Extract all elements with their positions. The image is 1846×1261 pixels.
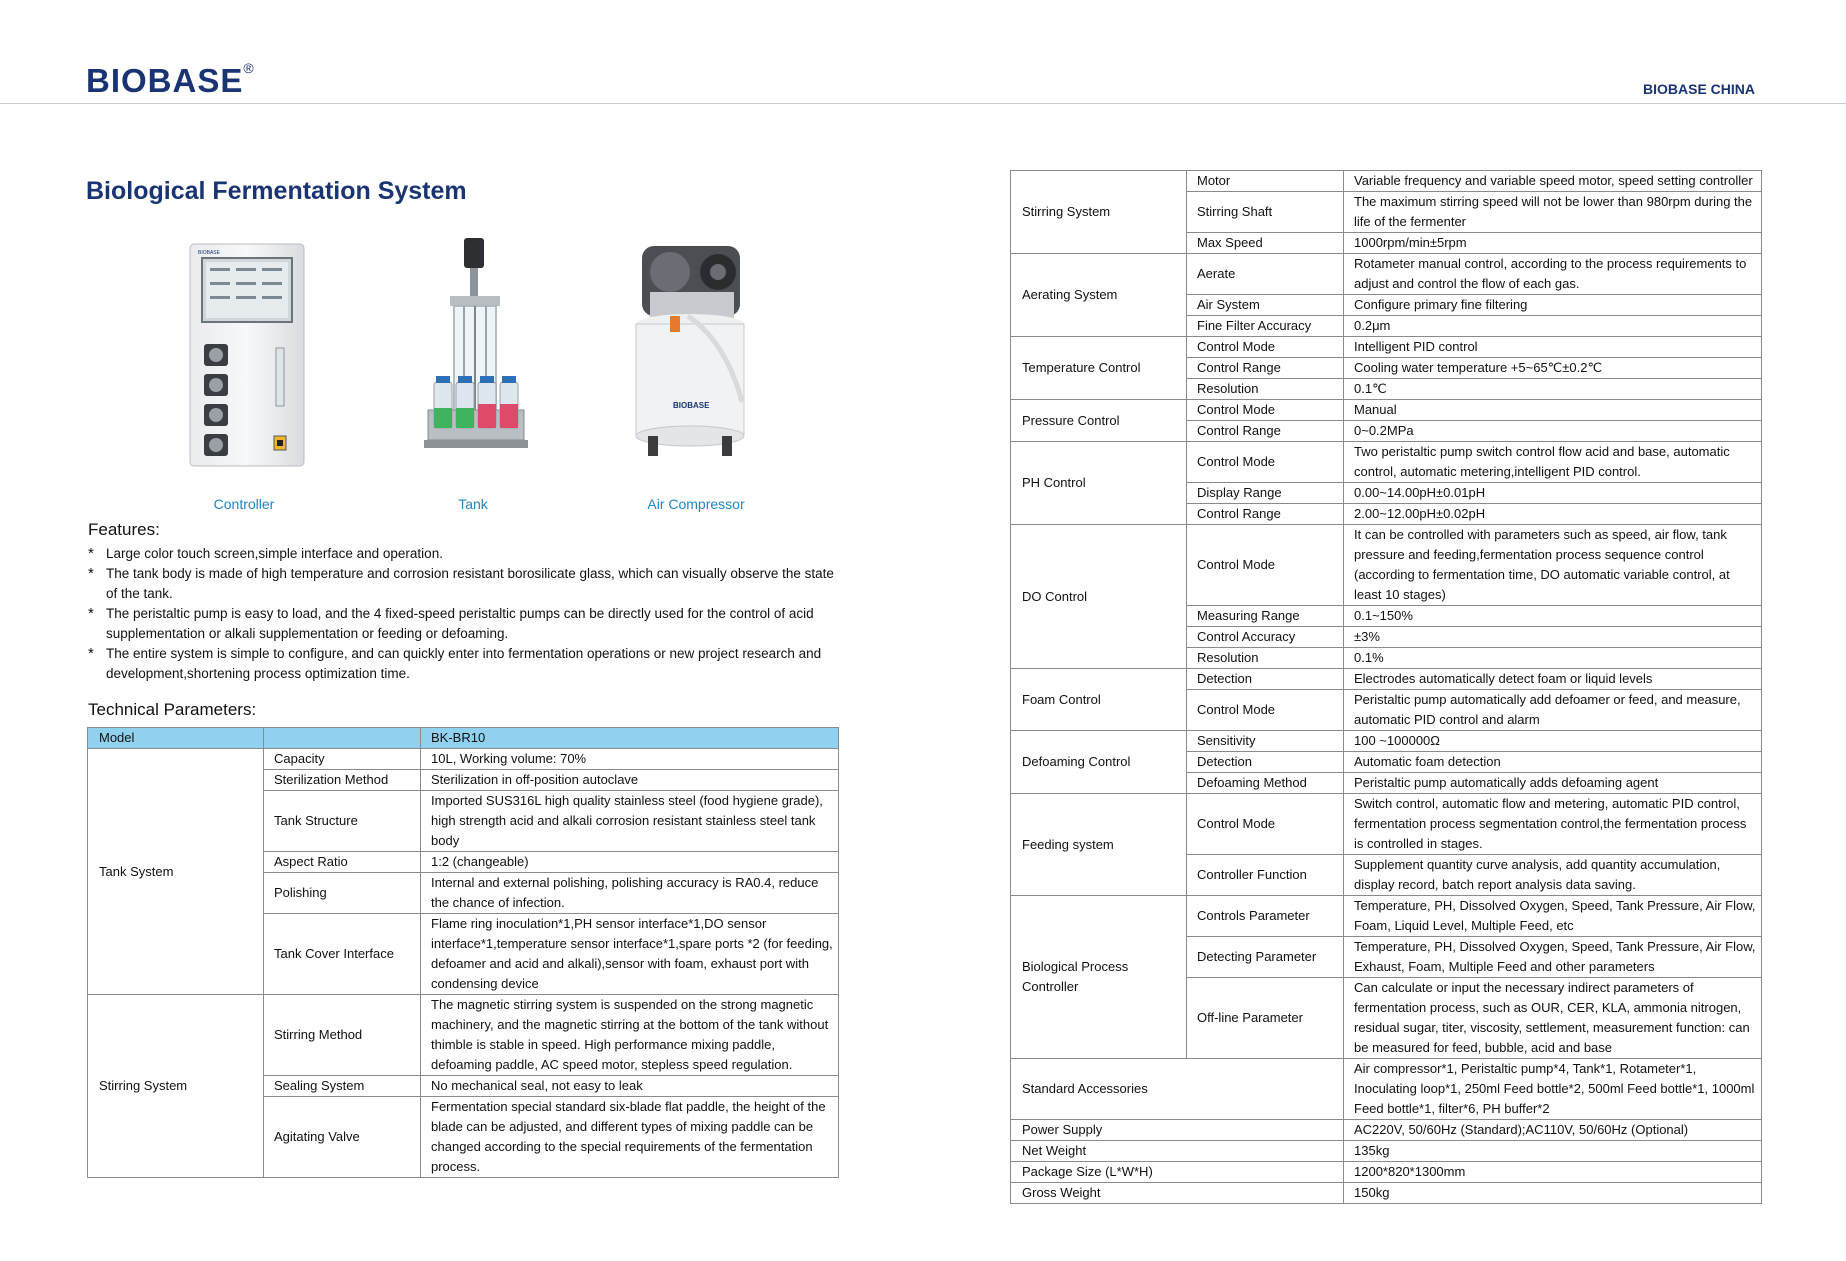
spec-value: Temperature, PH, Dissolved Oxygen, Speed, Tank Pressure, Air Flow, Foam, Liquid Level, Multiple Feed, etc xyxy=(1344,896,1762,937)
spec-param: Detection xyxy=(1187,669,1344,690)
spec-param: Control Mode xyxy=(1187,690,1344,731)
spec-param: Motor xyxy=(1187,171,1344,192)
spec-row xyxy=(1011,1120,1762,1141)
spec-value: The maximum stirring speed will not be lower than 980rpm during the life of the fermenter xyxy=(1344,192,1762,233)
spec-value: The magnetic stirring system is suspended on the strong magnetic machinery, and the magnetic stirring at the bottom of the tank without thimble is stable in speed. High performance mixing paddle, defoaming paddle, AC speed motor, stepless speed regulation. xyxy=(421,995,839,1076)
spec-param: Stirring Method xyxy=(264,995,421,1076)
spec-row xyxy=(1011,1059,1762,1120)
spec-param: Standard Accessories xyxy=(1011,1059,1344,1120)
compressor-logo-text: BIOBASE xyxy=(673,401,710,410)
features-list xyxy=(88,544,848,684)
spec-value: Fermentation special standard six-blade flat paddle, the height of the blade can be adjusted, and different types of mixing paddle can be changed according to the special requirements of the fermentation process. xyxy=(421,1097,839,1178)
spec-param: Aspect Ratio xyxy=(264,852,421,873)
caption-controller: Controller xyxy=(213,496,275,512)
spec-group: Temperature Control xyxy=(1011,337,1187,400)
features-heading: Features: xyxy=(88,520,160,539)
spec-value: 0.2μm xyxy=(1344,316,1762,337)
spec-param: Detecting Parameter xyxy=(1187,937,1344,978)
spec-param: Gross Weight xyxy=(1011,1183,1344,1204)
spec-row xyxy=(1011,442,1762,483)
spec-value: 1200*820*1300mm xyxy=(1344,1162,1762,1183)
spec-group: Foam Control xyxy=(1011,669,1187,731)
spec-param: Control Range xyxy=(1187,504,1344,525)
spec-value: 0.1~150% xyxy=(1344,606,1762,627)
spec-value: Manual xyxy=(1344,400,1762,421)
spec-param: Control Mode xyxy=(1187,794,1344,855)
spec-value: Air compressor*1, Peristaltic pump*4, Tank*1, Rotameter*1, Inoculating loop*1, 250ml Feed bottle*2, 500ml Feed bottle*1, 1000ml Feed bottle*1, filter*6, PH buffer*2 xyxy=(1344,1059,1762,1120)
spec-group: Feeding system xyxy=(1011,794,1187,896)
spec-row xyxy=(1011,400,1762,421)
spec-group: Aerating System xyxy=(1011,254,1187,337)
spec-param: Detection xyxy=(1187,752,1344,773)
spec-group: Stirring System xyxy=(88,995,264,1178)
spec-param: Power Supply xyxy=(1011,1120,1344,1141)
registered-mark: ® xyxy=(243,60,255,76)
spec-param: Control Mode xyxy=(1187,442,1344,483)
spec-value: Imported SUS316L high quality stainless steel (food hygiene grade), high strength acid and alkali corrosion resistant stainless steel tank body xyxy=(421,791,839,852)
spec-value: Electrodes automatically detect foam or liquid levels xyxy=(1344,669,1762,690)
controller-logo-text: BIOBASE xyxy=(198,250,220,256)
spec-value: Peristaltic pump automatically add defoamer or feed, and measure, automatic PID control and alarm xyxy=(1344,690,1762,731)
spec-value: Temperature, PH, Dissolved Oxygen, Speed, Tank Pressure, Air Flow, Exhaust, Foam, Multiple Feed and other parameters xyxy=(1344,937,1762,978)
spec-table-right xyxy=(1010,170,1762,1204)
caption-tank: Tank xyxy=(458,496,488,512)
spec-value: 1:2 (changeable) xyxy=(421,852,839,873)
brand-right-label: BIOBASE CHINA xyxy=(1643,81,1756,97)
spec-value: 10L, Working volume: 70% xyxy=(421,749,839,770)
spec-row xyxy=(1011,1141,1762,1162)
spec-param: Fine Filter Accuracy xyxy=(1187,316,1344,337)
spec-row xyxy=(1011,337,1762,358)
spec-group: Biological Process Controller xyxy=(1011,896,1187,1059)
spec-param: Sealing System xyxy=(264,1076,421,1097)
spec-param: Control Accuracy xyxy=(1187,627,1344,648)
spec-value: Can calculate or input the necessary indirect parameters of fermentation process, such as OUR, CER, KLA, ammonia nitrogen, residual sugar, titer, viscosity, settlement, measurement function: can be measured for feed, bubble, acid and base xyxy=(1344,978,1762,1059)
model-value: BK-BR10 xyxy=(421,728,839,749)
spec-param: Air System xyxy=(1187,295,1344,316)
spec-model-row xyxy=(88,728,839,749)
spec-row xyxy=(88,995,839,1076)
controller-device-icon xyxy=(188,240,308,472)
spec-param: Control Mode xyxy=(1187,400,1344,421)
spec-param: Resolution xyxy=(1187,379,1344,400)
spec-value: Rotameter manual control, according to the process requirements to adjust and control the flow of each gas. xyxy=(1344,254,1762,295)
brand-name: BIOBASE xyxy=(86,62,244,99)
spec-value: Flame ring inoculation*1,PH sensor interface*1,DO sensor interface*1,temperature sensor interface*1,spare ports *2 (for feeding, defoamer and acid and alkali),sensor with foam, exhaust port with condensing device xyxy=(421,914,839,995)
spec-value: 0~0.2MPa xyxy=(1344,421,1762,442)
caption-air-compressor: Air Compressor xyxy=(647,496,745,512)
fermenter-tank-icon xyxy=(420,232,530,476)
spec-row xyxy=(1011,1183,1762,1204)
spec-value: Switch control, automatic flow and metering, automatic PID control, fermentation process segmentation control,the fermentation process is controlled in stages. xyxy=(1344,794,1762,855)
spec-value: 0.1℃ xyxy=(1344,379,1762,400)
spec-param: Display Range xyxy=(1187,483,1344,504)
spec-param: Agitating Valve xyxy=(264,1097,421,1178)
header-divider xyxy=(0,103,1846,104)
spec-value: Configure primary fine filtering xyxy=(1344,295,1762,316)
spec-param: Sterilization Method xyxy=(264,770,421,791)
spec-value: 0.1% xyxy=(1344,648,1762,669)
spec-param: Control Mode xyxy=(1187,525,1344,606)
spec-value: Supplement quantity curve analysis, add quantity accumulation, display record, batch report analysis data saving. xyxy=(1344,855,1762,896)
spec-value: Intelligent PID control xyxy=(1344,337,1762,358)
spec-param: Control Mode xyxy=(1187,337,1344,358)
spec-param: Stirring Shaft xyxy=(1187,192,1344,233)
spec-value: 1000rpm/min±5rpm xyxy=(1344,233,1762,254)
spec-group: DO Control xyxy=(1011,525,1187,669)
spec-param: Resolution xyxy=(1187,648,1344,669)
spec-value: AC220V, 50/60Hz (Standard);AC110V, 50/60Hz (Optional) xyxy=(1344,1120,1762,1141)
model-label: Model xyxy=(88,728,264,749)
spec-row xyxy=(1011,794,1762,855)
spec-param: Controls Parameter xyxy=(1187,896,1344,937)
spec-value: Peristaltic pump automatically adds defoaming agent xyxy=(1344,773,1762,794)
spec-value: ±3% xyxy=(1344,627,1762,648)
spec-value: 100 ~100000Ω xyxy=(1344,731,1762,752)
technical-parameters-heading: Technical Parameters: xyxy=(88,700,257,719)
spec-value: 2.00~12.00pH±0.02pH xyxy=(1344,504,1762,525)
spec-value: It can be controlled with parameters such as speed, air flow, tank pressure and feeding,fermentation process sequence control (according to fermentation time, DO automatic variable control, at least 10 stages) xyxy=(1344,525,1762,606)
page-title: Biological Fermentation System xyxy=(86,177,467,205)
feature-item: * Large color touch screen,simple interface and operation. xyxy=(88,544,848,564)
spec-param: Max Speed xyxy=(1187,233,1344,254)
feature-item: * The entire system is simple to configure, and can quickly enter into fermentation operations or new project research and development,shortening process optimization time. xyxy=(88,644,848,684)
spec-value: Sterilization in off-position autoclave xyxy=(421,770,839,791)
spec-row xyxy=(1011,896,1762,937)
spec-param: Package Size (L*W*H) xyxy=(1011,1162,1344,1183)
spec-value: 0.00~14.00pH±0.01pH xyxy=(1344,483,1762,504)
spec-row xyxy=(1011,1162,1762,1183)
spec-row xyxy=(1011,731,1762,752)
spec-value: 135kg xyxy=(1344,1141,1762,1162)
spec-row xyxy=(1011,171,1762,192)
spec-group: PH Control xyxy=(1011,442,1187,525)
spec-param: Defoaming Method xyxy=(1187,773,1344,794)
spec-group: Defoaming Control xyxy=(1011,731,1187,794)
spec-param: Control Range xyxy=(1187,421,1344,442)
air-compressor-icon xyxy=(630,232,760,472)
spec-value: Automatic foam detection xyxy=(1344,752,1762,773)
spec-group: Pressure Control xyxy=(1011,400,1187,442)
spec-param: Off-line Parameter xyxy=(1187,978,1344,1059)
spec-param: Capacity xyxy=(264,749,421,770)
spec-row xyxy=(1011,525,1762,606)
spec-row xyxy=(88,749,839,770)
feature-item: * The tank body is made of high temperature and corrosion resistant borosilicate glass, which can visually observe the state of the tank. xyxy=(88,564,848,604)
spec-param: Controller Function xyxy=(1187,855,1344,896)
spec-param: Polishing xyxy=(264,873,421,914)
spec-group: Stirring System xyxy=(1011,171,1187,254)
spec-value: Variable frequency and variable speed motor, speed setting controller xyxy=(1344,171,1762,192)
spec-value: No mechanical seal, not easy to leak xyxy=(421,1076,839,1097)
spec-table-left xyxy=(87,727,839,1178)
model-label-spacer xyxy=(264,728,421,749)
spec-param: Tank Cover Interface xyxy=(264,914,421,995)
spec-param: Aerate xyxy=(1187,254,1344,295)
spec-param: Net Weight xyxy=(1011,1141,1344,1162)
spec-value: 150kg xyxy=(1344,1183,1762,1204)
brand-logo xyxy=(86,62,255,100)
spec-param: Control Range xyxy=(1187,358,1344,379)
spec-param: Sensitivity xyxy=(1187,731,1344,752)
spec-row xyxy=(1011,669,1762,690)
spec-value: Two peristaltic pump switch control flow acid and base, automatic control, automatic metering,intelligent PID control. xyxy=(1344,442,1762,483)
spec-value: Cooling water temperature +5~65℃±0.2℃ xyxy=(1344,358,1762,379)
spec-row xyxy=(1011,254,1762,295)
spec-group: Tank System xyxy=(88,749,264,995)
spec-value: Internal and external polishing, polishing accuracy is RA0.4, reduce the chance of infection. xyxy=(421,873,839,914)
spec-param: Measuring Range xyxy=(1187,606,1344,627)
spec-param: Tank Structure xyxy=(264,791,421,852)
feature-item: * The peristaltic pump is easy to load, and the 4 fixed-speed peristaltic pumps can be directly used for the control of acid supplementation or alkali supplementation or feeding or defoaming. xyxy=(88,604,848,644)
